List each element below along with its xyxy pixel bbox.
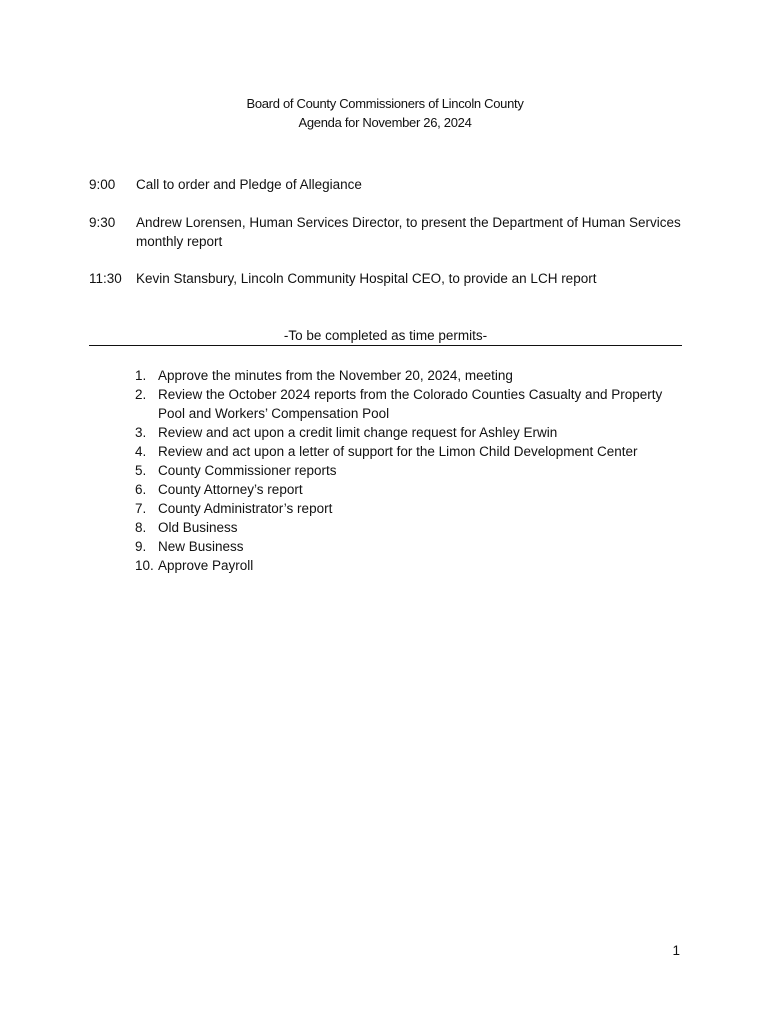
list-item	[135, 366, 683, 385]
list-item	[135, 499, 683, 518]
numbered-list	[135, 366, 683, 575]
agenda-text: Call to order and Pledge of Allegiance	[136, 177, 362, 192]
list-item	[135, 537, 683, 556]
list-item	[135, 423, 683, 442]
list-number: 8.	[135, 520, 147, 535]
agenda-text: Andrew Lorensen, Human Services Director, to present the Department of Human Services monthly report	[136, 215, 681, 249]
list-number: 7.	[135, 501, 147, 516]
list-item	[135, 518, 683, 537]
list-text: Approve Payroll	[158, 558, 254, 573]
agenda-item	[89, 269, 689, 288]
list-number: 6.	[135, 482, 147, 497]
section-heading: -To be completed as time permits-	[283, 328, 488, 343]
list-text: New Business	[158, 539, 244, 554]
list-number: 1.	[135, 368, 147, 383]
list-number: 3.	[135, 425, 147, 440]
list-text: Approve the minutes from the November 20, 2024, meeting	[158, 368, 513, 383]
list-item	[135, 442, 683, 461]
list-text: County Attorney’s report	[158, 482, 303, 497]
agenda-text: Kevin Stansbury, Lincoln Community Hospital CEO, to provide an LCH report	[136, 271, 597, 286]
agenda-item	[89, 213, 689, 251]
list-number: 5.	[135, 463, 147, 478]
agenda-time: 11:30	[89, 271, 122, 286]
list-number: 9.	[135, 539, 147, 554]
section-divider	[89, 345, 682, 346]
list-number: 2.	[135, 387, 147, 402]
list-text: County Administrator’s report	[158, 501, 333, 516]
agenda-time: 9:30	[89, 215, 116, 230]
list-item	[135, 385, 683, 423]
page-number: 1	[672, 943, 680, 958]
list-text: County Commissioner reports	[158, 463, 337, 478]
list-number: 10.	[135, 558, 154, 573]
list-text: Review the October 2024 reports from the Colorado Counties Casualty and Property Pool and Workers’ Compensation Pool	[158, 387, 663, 421]
list-text: Review and act upon a credit limit change request for Ashley Erwin	[158, 425, 558, 440]
agenda-time: 9:00	[89, 177, 116, 192]
document-subtitle: Agenda for November 26, 2024	[298, 115, 472, 130]
list-item	[135, 556, 683, 575]
agenda-item	[89, 175, 689, 194]
document-title: Board of County Commissioners of Lincoln County	[246, 96, 524, 111]
list-text: Old Business	[158, 520, 238, 535]
list-item	[135, 480, 683, 499]
list-number: 4.	[135, 444, 147, 459]
list-text: Review and act upon a letter of support for the Limon Child Development Center	[158, 444, 638, 459]
list-item	[135, 461, 683, 480]
